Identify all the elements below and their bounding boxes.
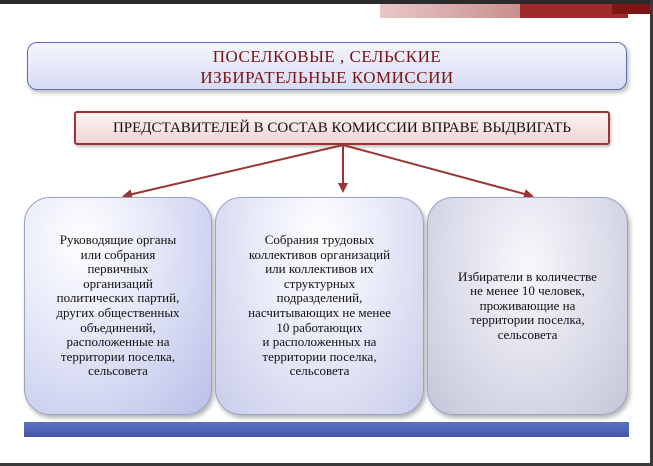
card-1-text: Руководящие органы или собрания первичных организаций политических партий, других общественных объединений, расположенные на территории поселка, сельсовета bbox=[56, 232, 180, 379]
arrow-to-card-3 bbox=[343, 145, 532, 196]
title-line-2: ИЗБИРАТЕЛЬНЫЕ КОМИССИИ bbox=[200, 68, 454, 87]
title-line-1: ПОСЕЛКОВЫЕ , СЕЛЬСКИЕ bbox=[212, 47, 442, 66]
card-party-organizations bbox=[24, 197, 212, 415]
card-2-text: Собрания трудовых коллективов организаций или коллективов их структурных подразделений, насчитывающих не менее 10 работающих и расположенных на территории поселка, сельсовета bbox=[248, 232, 391, 379]
card-voters bbox=[427, 197, 628, 415]
footer-bar bbox=[24, 422, 629, 437]
arrow-to-card-1 bbox=[124, 145, 343, 196]
card-labor-collectives bbox=[215, 197, 424, 415]
card-3-text: Избиратели в количестве не менее 10 человек, проживающие на территории поселка, сельсовета bbox=[458, 268, 597, 342]
subtitle-text: ПРЕДСТАВИТЕЛЕЙ В СОСТАВ КОМИССИИ ВПРАВЕ ВЫДВИГАТЬ bbox=[112, 120, 572, 136]
